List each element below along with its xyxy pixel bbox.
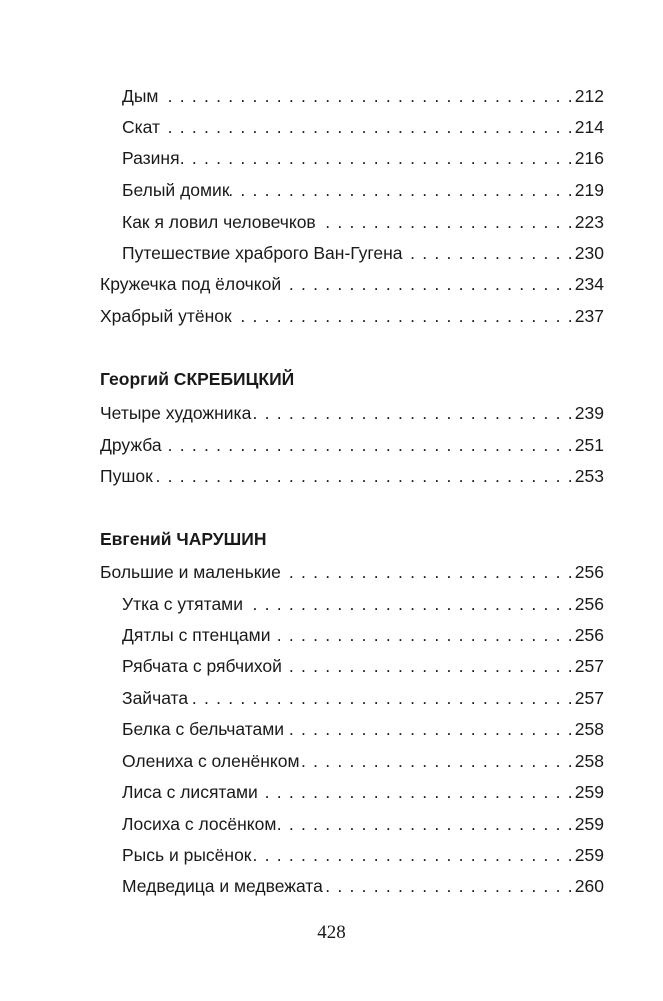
entry-page-number: 253 xyxy=(574,466,604,486)
entry-page-number: 258 xyxy=(574,719,604,739)
entry-title: Белка с бельчатами xyxy=(122,719,285,739)
entry-page-number: 257 xyxy=(574,656,604,676)
dot-leader xyxy=(189,688,574,708)
toc-entry xyxy=(100,558,604,582)
entry-page-number: 258 xyxy=(574,751,604,771)
entry-title: Большие и маленькие xyxy=(100,562,281,582)
dot-leader xyxy=(277,814,573,834)
entry-title: Утка с утятами xyxy=(122,594,243,614)
dot-leader xyxy=(259,782,574,802)
dot-leader xyxy=(283,656,574,676)
author-heading: Евгений ЧАРУШИН xyxy=(100,529,267,549)
toc-entry xyxy=(122,82,604,106)
dot-leader xyxy=(230,180,573,200)
dot-leader xyxy=(161,117,574,137)
entry-title: Лосиха с лосёнком xyxy=(122,814,277,834)
toc-entry xyxy=(122,778,604,802)
entry-title: Зайчата xyxy=(122,688,189,708)
page-number: 428 xyxy=(317,922,346,943)
toc-entry xyxy=(122,747,604,771)
entry-page-number: 251 xyxy=(574,435,604,455)
entry-page-number: 223 xyxy=(574,212,604,232)
toc-entry xyxy=(100,399,604,423)
entry-page-number: 259 xyxy=(574,845,604,865)
dot-leader xyxy=(163,435,574,455)
dot-leader xyxy=(282,274,574,294)
entry-title: Кружечка под ёлочкой xyxy=(100,274,282,294)
dot-leader xyxy=(317,212,574,232)
toc-entry xyxy=(122,621,604,645)
author-heading: Георгий СКРЕБИЦКИЙ xyxy=(100,369,295,389)
entry-page-number: 237 xyxy=(574,306,604,326)
toc-entry xyxy=(100,302,604,326)
dot-leader xyxy=(301,751,574,771)
entry-page-number: 260 xyxy=(574,876,604,896)
dot-leader xyxy=(282,562,574,582)
entry-title: Четыре художника xyxy=(100,403,252,423)
dot-leader xyxy=(159,86,573,106)
entry-title: Дым xyxy=(122,86,159,106)
toc-entry xyxy=(122,208,604,232)
entry-page-number: 214 xyxy=(574,117,604,137)
entry-page-number: 212 xyxy=(574,86,604,106)
entry-page-number: 256 xyxy=(574,594,604,614)
entry-page-number: 216 xyxy=(574,148,604,168)
toc-entry xyxy=(100,270,604,294)
entry-title: Путешествие храброго Ван-Гугена xyxy=(122,243,403,263)
dot-leader xyxy=(252,403,573,423)
entry-title: Олениха с оленёнком xyxy=(122,751,300,771)
entry-title: Дятлы с птенцами xyxy=(122,625,271,645)
dot-leader xyxy=(403,243,573,263)
toc-entry xyxy=(122,684,604,708)
toc-entry xyxy=(122,872,604,896)
toc-entry xyxy=(122,652,604,676)
entry-title: Дружба xyxy=(100,435,162,455)
entry-title: Лиса с лисятами xyxy=(122,782,258,802)
entry-page-number: 256 xyxy=(574,562,604,582)
toc-entry xyxy=(122,810,604,834)
entry-title: Рысь и рысёнок xyxy=(122,845,252,865)
entry-page-number: 256 xyxy=(574,625,604,645)
entry-title: Как я ловил человечков xyxy=(122,212,316,232)
entry-title: Рябчата с рябчихой xyxy=(122,656,282,676)
dot-leader xyxy=(154,466,574,486)
dot-leader xyxy=(244,594,574,614)
entry-title: Пушок xyxy=(100,466,153,486)
toc-entry xyxy=(100,462,604,486)
entry-page-number: 234 xyxy=(574,274,604,294)
entry-title: Храбрый утёнок xyxy=(100,306,232,326)
entry-page-number: 230 xyxy=(574,243,604,263)
toc-entry xyxy=(122,176,604,200)
dot-leader xyxy=(181,148,574,168)
toc-entry xyxy=(100,431,604,455)
dot-leader xyxy=(233,306,574,326)
entry-title: Разиня xyxy=(122,148,180,168)
entry-page-number: 257 xyxy=(574,688,604,708)
dot-leader xyxy=(271,625,573,645)
toc-entry xyxy=(122,715,604,739)
toc-entry xyxy=(122,144,604,168)
entry-title: Белый домик xyxy=(122,180,230,200)
toc-entry xyxy=(122,590,604,614)
entry-page-number: 259 xyxy=(574,814,604,834)
toc-entry xyxy=(122,239,604,263)
entry-page-number: 239 xyxy=(574,403,604,423)
entry-title: Скат xyxy=(122,117,161,137)
dot-leader xyxy=(252,845,573,865)
entry-page-number: 259 xyxy=(574,782,604,802)
toc-entry xyxy=(122,113,604,137)
entry-title: Медведица и медвежата xyxy=(122,876,323,896)
toc-entry xyxy=(122,841,604,865)
dot-leader xyxy=(324,876,574,896)
dot-leader xyxy=(285,719,574,739)
entry-page-number: 219 xyxy=(574,180,604,200)
